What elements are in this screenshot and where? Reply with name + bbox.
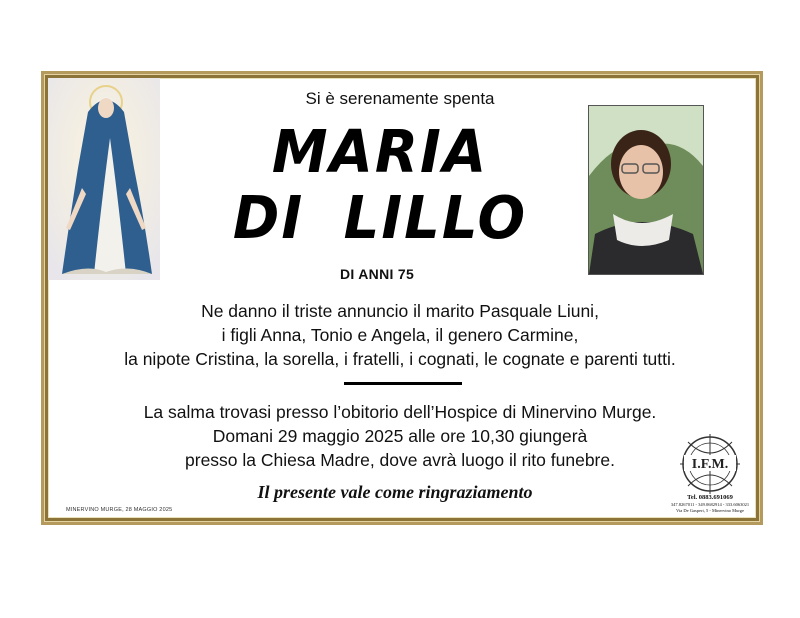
intro-text: Si è serenamente spenta [305, 89, 495, 108]
agency-address: Via De Gasperi, 5 - Minervino Murge [675, 508, 744, 513]
agency-phone: Tel. 0883.691069 [687, 494, 733, 501]
logo-text: I.F.M. [691, 457, 729, 472]
funeral-line: La salma trovasi presso l’obitorio dell’Hospice di Minervino Murge. [143, 402, 657, 422]
age-label: DI ANNI 75 [340, 266, 415, 282]
announcement-line: Ne danno il triste annuncio il marito Pasquale Liuni, [201, 301, 599, 321]
announcement-line: i figli Anna, Tonio e Angela, il genero Carmine, [221, 325, 579, 345]
agency-mobiles: 347.8267011 - 349.0682914 - 333.6063021 [670, 502, 750, 507]
announcement-line: la nipote Cristina, la sorella, i fratelli, i cognati, le cognate e parenti tutti. [124, 349, 676, 369]
footer-date: MINERVINO MURGE, 28 MAGGIO 2025 [66, 507, 173, 513]
funeral-line: presso la Chiesa Madre, dove avrà luogo il rito funebre. [185, 450, 615, 470]
funeral-block [60, 400, 740, 472]
last-name: DI LILLO [232, 184, 528, 253]
first-name: MARIA [271, 118, 489, 187]
thanks-text: Il presente vale come ringraziamento [257, 482, 533, 502]
announcement-block [60, 299, 740, 371]
funeral-line: Domani 29 maggio 2025 alle ore 10,30 giungerà [212, 426, 588, 446]
divider [344, 382, 462, 385]
